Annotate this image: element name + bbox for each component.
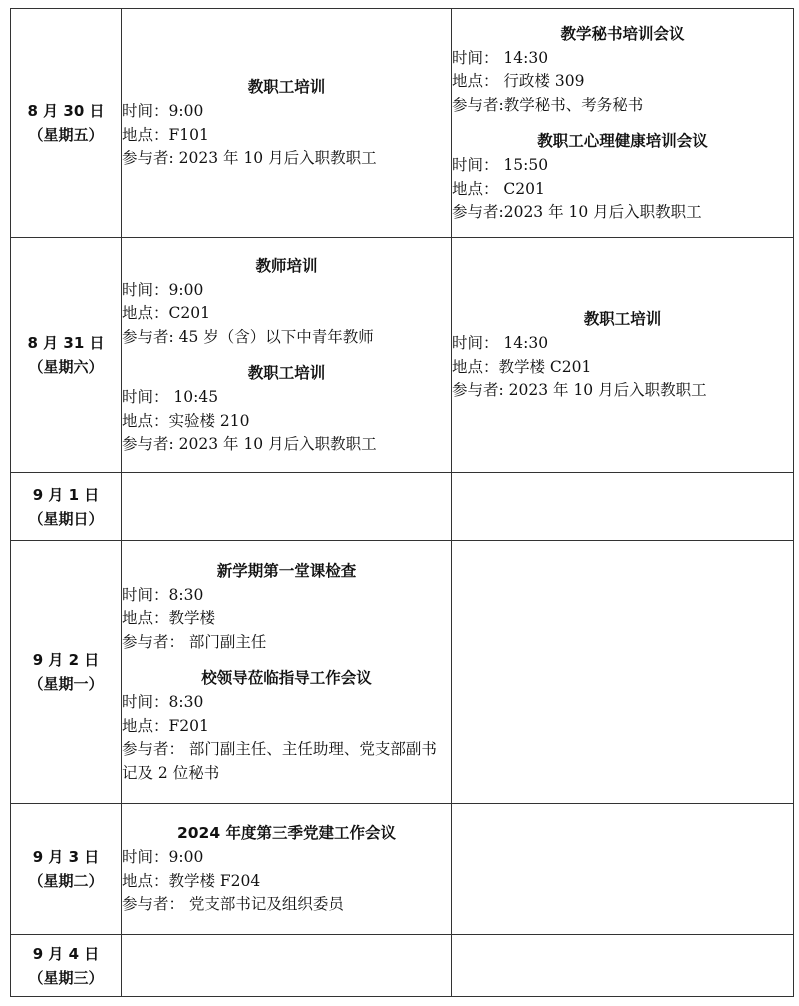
schedule-row (11, 804, 794, 935)
date-text: 8 月 30 日 (27, 102, 105, 120)
event-block (452, 22, 793, 118)
event-title: 教师培训 (255, 256, 318, 275)
afternoon-cell (452, 9, 794, 238)
event-block (122, 254, 451, 350)
morning-cell (122, 9, 452, 238)
date-cell (11, 804, 122, 935)
event-time: 时间：8:30 (122, 585, 204, 604)
date-cell (11, 9, 122, 238)
weekday-text: （星期六） (28, 358, 104, 376)
event-block (452, 307, 793, 403)
afternoon-cell (452, 541, 794, 804)
event-location: 地点：F101 (122, 125, 209, 144)
weekday-text: （星期一） (28, 675, 104, 693)
event-location: 地点：C201 (122, 304, 210, 322)
event-block (122, 75, 451, 171)
event-block (122, 821, 451, 917)
weekday-text: （星期日） (28, 509, 104, 528)
event-participants: 参与者:教学秘书、考务秘书 (452, 95, 644, 114)
event-time: 时间： 14:30 (452, 334, 549, 353)
morning-cell (122, 541, 452, 804)
event-time: 时间： 15:50 (452, 156, 549, 174)
weekday-text: （星期三） (28, 968, 104, 987)
date-text: 9 月 4 日 (32, 944, 100, 963)
morning-cell (122, 473, 452, 541)
schedule-row (11, 935, 794, 997)
event-block (452, 129, 793, 225)
afternoon-cell (452, 804, 794, 935)
event-location: 地点： C201 (452, 179, 545, 198)
event-title: 教职工培训 (247, 364, 326, 382)
event-time: 时间： 10:45 (122, 388, 219, 406)
event-participants: 参与者: 2023 年 10 月后入职教职工 (452, 381, 707, 400)
morning-cell (122, 804, 452, 935)
event-time: 时间：9:00 (122, 848, 204, 867)
event-participants: 参与者： 党支部书记及组织委员 (122, 895, 344, 914)
event-location: 地点：教学楼 (122, 609, 216, 628)
date-text: 8 月 31 日 (27, 334, 105, 352)
event-location: 地点：F201 (122, 716, 209, 735)
event-title: 教职工心理健康培训会议 (537, 132, 708, 150)
date-cell (11, 238, 122, 473)
event-time: 时间：9:00 (122, 280, 204, 299)
weekday-text: （星期五） (28, 126, 104, 144)
event-block (122, 361, 451, 457)
event-time: 时间：8:30 (122, 693, 204, 712)
date-text: 9 月 3 日 (32, 848, 100, 866)
afternoon-cell (452, 238, 794, 473)
event-participants: 参与者:2023 年 10 月后入职教职工 (452, 203, 702, 221)
event-title: 教学秘书培训会议 (560, 24, 685, 43)
afternoon-cell (452, 935, 794, 997)
event-title: 新学期第一堂课检查 (216, 561, 357, 580)
morning-cell (122, 238, 452, 473)
date-text: 9 月 2 日 (32, 651, 100, 669)
schedule-row (11, 9, 794, 238)
event-location: 地点： 行政楼 309 (452, 72, 585, 90)
event-title: 教职工培训 (247, 78, 326, 97)
event-participants: 参与者： 部门副主任 (122, 632, 267, 651)
morning-cell (122, 935, 452, 997)
date-cell (11, 473, 122, 541)
event-block (122, 559, 451, 655)
event-location: 地点：实验楼 210 (122, 411, 250, 430)
schedule-table (10, 8, 794, 997)
schedule-row (11, 473, 794, 541)
event-participants: 参与者: 45 岁（含）以下中青年教师 (122, 327, 374, 346)
event-title: 校领导莅临指导工作会议 (201, 669, 372, 688)
event-block (122, 666, 451, 785)
date-cell (11, 541, 122, 804)
event-participants: 参与者： 部门副主任、主任助理、党支部副书记及 2 位秘书 (122, 740, 437, 782)
event-title: 2024 年度第三季党建工作会议 (176, 824, 397, 843)
weekday-text: （星期二） (28, 872, 104, 890)
event-participants: 参与者: 2023 年 10 月后入职教职工 (122, 149, 377, 168)
event-title: 教职工培训 (583, 310, 662, 329)
schedule-row (11, 541, 794, 804)
event-location: 地点：教学楼 F204 (122, 871, 261, 890)
date-text: 9 月 1 日 (32, 485, 100, 504)
event-time: 时间：9:00 (122, 102, 204, 121)
afternoon-cell (452, 473, 794, 541)
schedule-row (11, 238, 794, 473)
event-location: 地点：教学楼 C201 (452, 357, 592, 376)
date-cell (11, 935, 122, 997)
event-time: 时间： 14:30 (452, 48, 549, 67)
event-participants: 参与者: 2023 年 10 月后入职教职工 (122, 435, 377, 453)
